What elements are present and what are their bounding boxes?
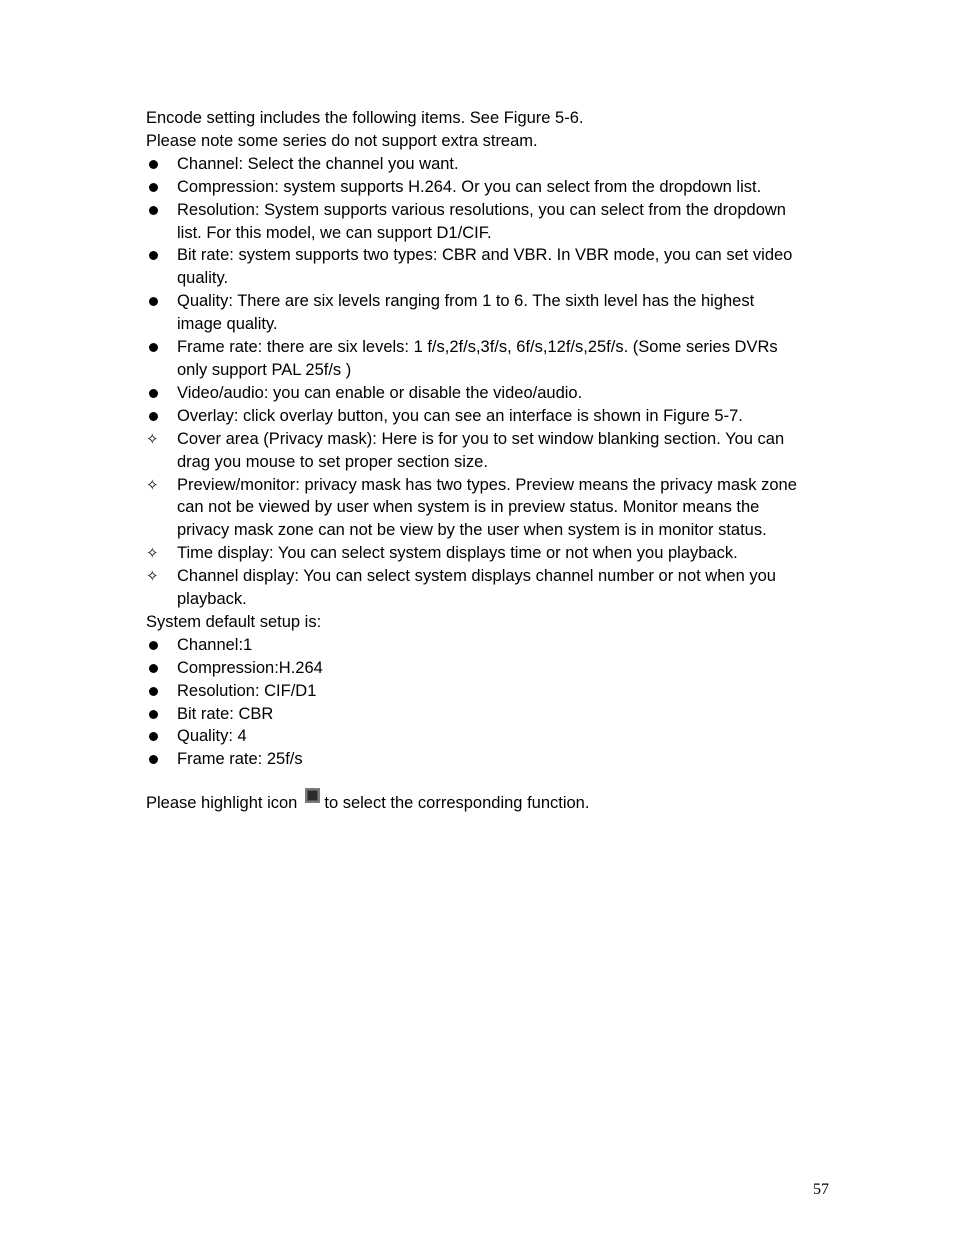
list-item-text: Bit rate: system supports two types: CBR and VBR. In VBR mode, you can set video xyxy=(177,246,793,265)
list-item-text: Frame rate: there are six levels: 1 f/s,2f/s,3f/s, 6f/s,12f/s,25f/s. (Some series DVRs xyxy=(177,338,778,357)
list-item-text: image quality. xyxy=(177,315,278,334)
list-item xyxy=(146,474,876,543)
feature-list xyxy=(146,153,876,611)
list-item xyxy=(146,244,876,290)
list-item xyxy=(146,542,876,565)
list-item xyxy=(146,290,876,336)
list-item-text: Resolution: System supports various resolutions, you can select from the dropdown xyxy=(177,200,786,219)
list-item-text: Time display: You can select system displays time or not when you playback. xyxy=(177,544,738,563)
list-item-text: drag you mouse to set proper section size. xyxy=(177,452,488,471)
bullet-icon xyxy=(146,244,164,267)
list-item-text: Preview/monitor: privacy mask has two types. Preview means the privacy mask zone xyxy=(177,475,797,494)
default-item xyxy=(146,634,876,657)
default-item-text: Channel:1 xyxy=(177,635,253,654)
spacer xyxy=(146,771,876,792)
document-body xyxy=(146,107,876,815)
star-bullet-icon: ✧ xyxy=(146,429,159,448)
highlight-before-text: Please highlight icon xyxy=(146,794,298,813)
list-item-text: can not be viewed by user when system is in preview status. Monitor means the xyxy=(177,498,760,517)
list-item xyxy=(146,405,876,428)
list-item xyxy=(146,565,876,611)
list-item-text: Video/audio: you can enable or disable the video/audio. xyxy=(177,383,583,402)
default-item-text: Resolution: CIF/D1 xyxy=(177,681,317,700)
default-item xyxy=(146,703,876,726)
list-item-text: playback. xyxy=(177,590,247,609)
page-number: 57 xyxy=(813,1181,829,1198)
default-item-text: Quality: 4 xyxy=(177,727,247,746)
bullet-icon xyxy=(146,382,164,405)
default-item-text: Bit rate: CBR xyxy=(177,704,274,723)
bullet-icon xyxy=(146,405,164,428)
list-item-text: Cover area (Privacy mask): Here is for you to set window blanking section. You can xyxy=(177,429,785,448)
list-item-text: list. For this model, we can support D1/CIF. xyxy=(177,223,492,242)
highlight-after-text: to select the corresponding function. xyxy=(324,794,590,813)
bullet-icon xyxy=(146,634,164,657)
default-item xyxy=(146,680,876,703)
bullet-icon xyxy=(146,336,164,359)
bullet-icon xyxy=(146,290,164,313)
select-square-icon xyxy=(305,788,320,803)
bullet-icon xyxy=(146,725,164,748)
bullet-icon xyxy=(146,176,164,199)
list-item-text: quality. xyxy=(177,269,229,288)
list-item xyxy=(146,336,876,382)
star-bullet-icon: ✧ xyxy=(146,475,159,494)
bullet-icon xyxy=(146,657,164,680)
default-item xyxy=(146,657,876,680)
list-item xyxy=(146,176,876,199)
default-settings-list xyxy=(146,634,876,771)
list-item-text: Compression: system supports H.264. Or you can select from the dropdown list. xyxy=(177,177,762,196)
highlight-instruction xyxy=(146,792,876,815)
list-item-text: Channel display: You can select system displays channel number or not when you xyxy=(177,567,776,586)
default-item xyxy=(146,748,876,771)
bullet-icon xyxy=(146,199,164,222)
bullet-icon xyxy=(146,153,164,176)
intro-line-2: Please note some series do not support extra stream. xyxy=(146,131,538,150)
star-bullet-icon: ✧ xyxy=(146,544,159,563)
list-item xyxy=(146,428,876,474)
list-item xyxy=(146,153,876,176)
list-item xyxy=(146,382,876,405)
list-item-text: only support PAL 25f/s ) xyxy=(177,360,352,379)
default-item xyxy=(146,725,876,748)
list-item-text: Quality: There are six levels ranging from 1 to 6. The sixth level has the highest xyxy=(177,292,755,311)
star-bullet-icon: ✧ xyxy=(146,567,159,586)
list-item xyxy=(146,199,876,245)
bullet-icon xyxy=(146,703,164,726)
bullet-icon xyxy=(146,680,164,703)
list-item-text: privacy mask zone can not be view by the user when system is in monitor status. xyxy=(177,521,767,540)
default-heading: System default setup is: xyxy=(146,612,322,631)
list-item-text: Channel: Select the channel you want. xyxy=(177,154,459,173)
list-item-text: Overlay: click overlay button, you can see an interface is shown in Figure 5-7. xyxy=(177,406,743,425)
bullet-icon xyxy=(146,748,164,771)
intro-line-1: Encode setting includes the following items. See Figure 5-6. xyxy=(146,109,584,127)
default-item-text: Compression:H.264 xyxy=(177,658,323,677)
default-item-text: Frame rate: 25f/s xyxy=(177,750,303,769)
